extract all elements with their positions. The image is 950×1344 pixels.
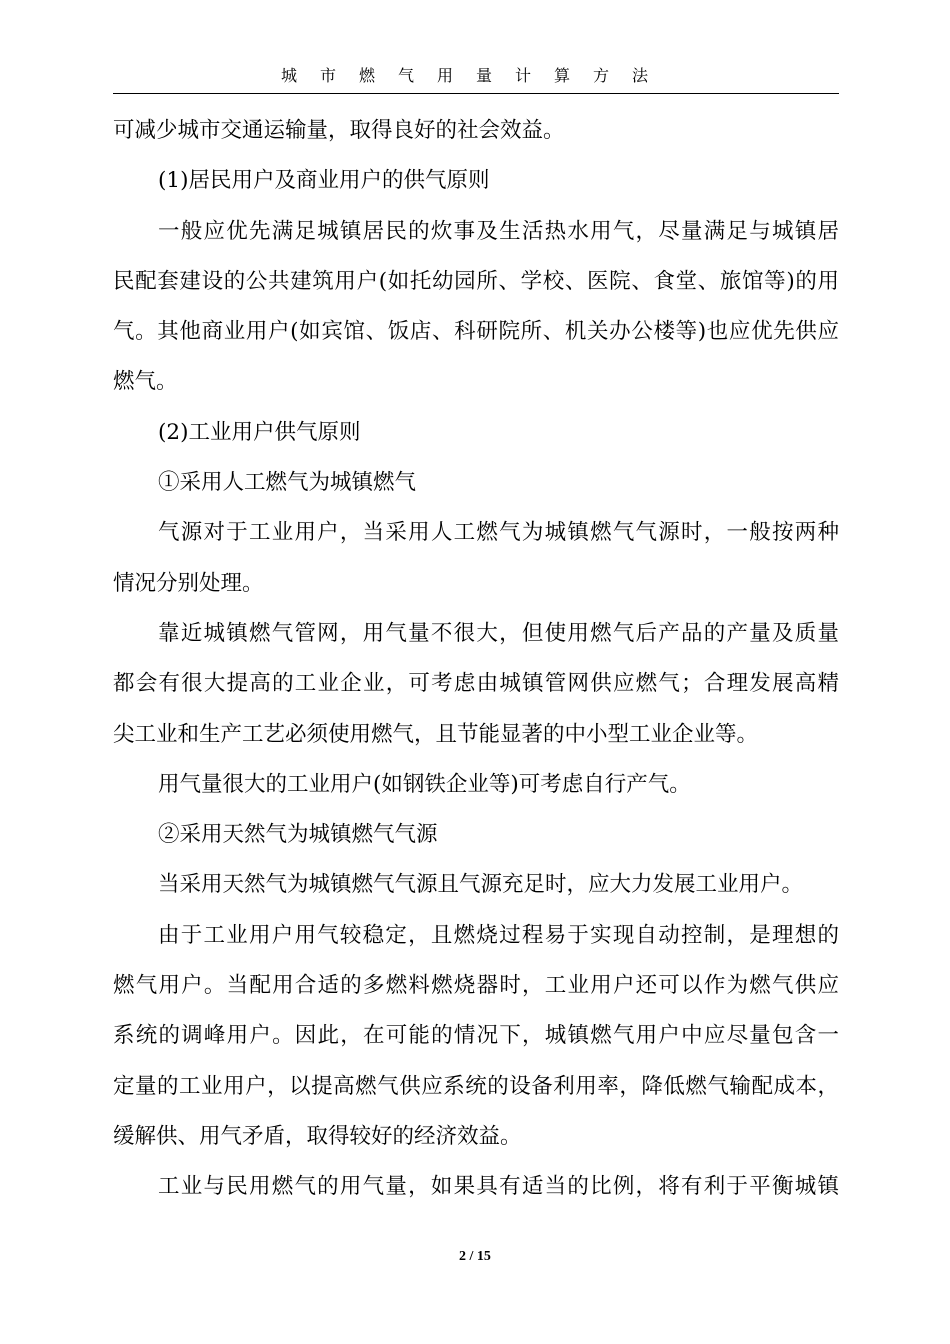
page-number: 2 / 15: [459, 1249, 491, 1264]
header-rule: [113, 93, 839, 94]
text-line: 可减少城市交通运输量，取得良好的社会效益。: [113, 118, 565, 143]
text-line: 由于工业用户用气较稳定，且燃烧过程易于实现自动控制，是理想的: [158, 922, 839, 948]
text-line: 用气量很大的工业用户(如钢铁企业等)可考虑自行产气。: [158, 771, 691, 797]
section-heading: (1)居民用户及商业用户的供气原则: [158, 168, 490, 194]
body-text: [113, 106, 839, 1213]
subsection-heading: ②采用天然气为城镇燃气气源: [158, 822, 438, 848]
text-line: 定量的工业用户，以提高燃气供应系统的设备利用率，降低燃气输配成本，: [113, 1073, 839, 1099]
text-line: 工业与民用燃气的用气量，如果具有适当的比例，将有利于平衡城镇: [158, 1174, 839, 1200]
section-heading: (2)工业用户供气原则: [158, 419, 361, 445]
text-line: 气源对于工业用户，当采用人工燃气为城镇燃气气源时，一般按两种: [158, 520, 839, 546]
text-line: 都会有很大提高的工业企业，可考虑由城镇管网供应燃气；合理发展高精: [113, 671, 839, 697]
text-line: 情况分别处理。: [113, 570, 264, 596]
text-line: 燃气。: [113, 369, 178, 395]
text-line: 当采用天然气为城镇燃气气源且气源充足时，应大力发展工业用户。: [158, 872, 804, 898]
text-line: 燃气用户。当配用合适的多燃料燃烧器时，工业用户还可以作为燃气供应: [113, 973, 839, 999]
text-line: 系统的调峰用户。因此，在可能的情况下，城镇燃气用户中应尽量包含一: [113, 1023, 839, 1049]
running-header: 城市燃气用量计算方法: [280, 66, 671, 85]
text-line: 一般应优先满足城镇居民的炊事及生活热水用气，尽量满足与城镇居: [158, 218, 839, 244]
text-line: 靠近城镇燃气管网，用气量不很大，但使用燃气后产品的产量及质量: [158, 620, 839, 646]
subsection-heading: ①采用人工燃气为城镇燃气: [158, 470, 417, 496]
text-line: 气。其他商业用户(如宾馆、饭店、科研院所、机关办公楼等)也应优先供应: [113, 319, 839, 345]
text-line: 尖工业和生产工艺必须使用燃气，且节能显著的中小型工业企业等。: [113, 721, 759, 747]
text-line: 缓解供、用气矛盾，取得较好的经济效益。: [113, 1123, 522, 1149]
text-line: 民配套建设的公共建筑用户(如托幼园所、学校、医院、食堂、旅馆等)的用: [113, 268, 839, 294]
